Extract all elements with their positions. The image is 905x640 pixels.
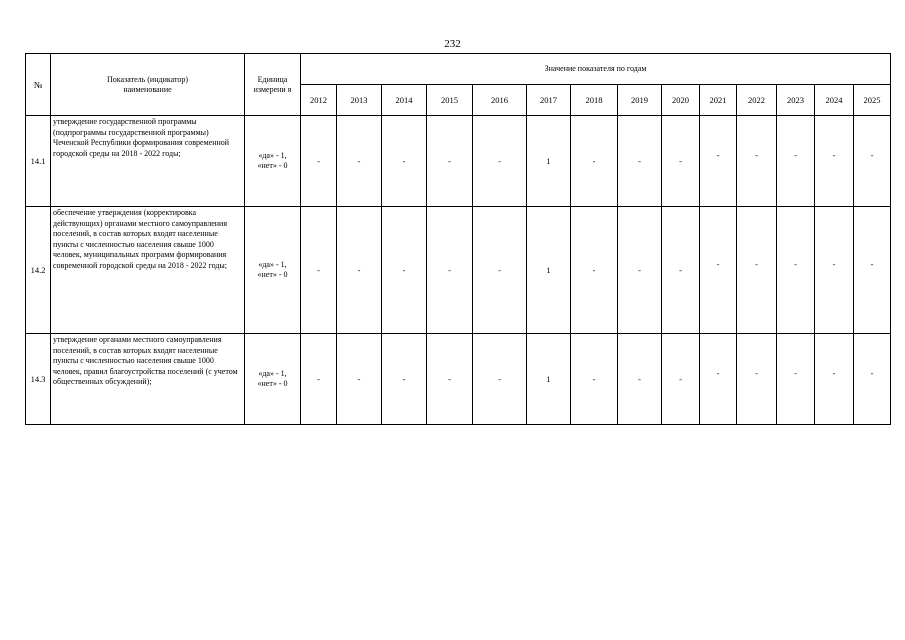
value-cell bbox=[815, 334, 854, 425]
header-values-by-year: Значение показателя по годам bbox=[301, 54, 891, 85]
unit-cell bbox=[245, 334, 301, 425]
value-text: - bbox=[716, 259, 720, 269]
header-num: № bbox=[26, 54, 51, 116]
value-text: - bbox=[870, 150, 874, 160]
value-cell: - bbox=[571, 207, 618, 334]
value-cell bbox=[777, 116, 815, 207]
value-text: - bbox=[755, 368, 758, 378]
value-text: - bbox=[832, 368, 836, 378]
row-number: 14.2 bbox=[26, 207, 51, 334]
value-cell: - bbox=[427, 207, 473, 334]
value-cell: - bbox=[662, 334, 700, 425]
value-cell bbox=[854, 116, 891, 207]
value-cell: - bbox=[473, 207, 527, 334]
indicator-name: утверждение государственной программы (подпрограммы государственной программы) Чеченской Республики формирования современной городской среды на 2018 - 2022 годы; bbox=[51, 116, 245, 207]
unit-label: «да» - 1, «нет» - 0 bbox=[257, 260, 288, 279]
unit-cell bbox=[245, 116, 301, 207]
header-row-top bbox=[26, 54, 891, 85]
page-number: 232 bbox=[444, 38, 461, 50]
value-cell bbox=[700, 116, 737, 207]
header-year: 2023 bbox=[777, 85, 815, 116]
value-cell: - bbox=[337, 116, 382, 207]
value-cell: - bbox=[473, 334, 527, 425]
indicator-name: обеспечение утверждения (корректировка действующих) органами местного самоуправления поселений, в состав которых входят населенные пункты с численностью населения свыше 1000 человек, муниципальных программ формирования современной городской среды на 2018 - 2022 годы; bbox=[51, 207, 245, 334]
header-year: 2025 bbox=[854, 85, 891, 116]
value-cell: 1 bbox=[527, 334, 571, 425]
value-cell: - bbox=[571, 334, 618, 425]
value-cell: - bbox=[571, 116, 618, 207]
value-cell bbox=[700, 334, 737, 425]
header-year: 2015 bbox=[427, 85, 473, 116]
value-text: - bbox=[832, 150, 836, 160]
header-unit bbox=[245, 54, 301, 116]
value-cell: - bbox=[427, 334, 473, 425]
value-cell: - bbox=[618, 334, 662, 425]
value-cell bbox=[777, 334, 815, 425]
unit-label: «да» - 1, «нет» - 0 bbox=[257, 151, 288, 170]
value-cell bbox=[737, 207, 777, 334]
header-year: 2021 bbox=[700, 85, 737, 116]
header-indicator-label: Показатель (индикатор) наименование bbox=[106, 74, 189, 94]
header-year: 2024 bbox=[815, 85, 854, 116]
value-text: - bbox=[870, 259, 874, 269]
value-cell: - bbox=[473, 116, 527, 207]
header-year: 2014 bbox=[382, 85, 427, 116]
value-text: - bbox=[870, 368, 874, 378]
value-cell: - bbox=[618, 116, 662, 207]
value-text: - bbox=[832, 259, 836, 269]
value-cell bbox=[737, 116, 777, 207]
header-year: 2022 bbox=[737, 85, 777, 116]
value-cell: 1 bbox=[527, 207, 571, 334]
indicator-name: утверждение органами местного самоуправления поселений, в состав которых входят населенные пункты с численностью населения свыше 1000 человек, правил благоустройства поселений (с учетом общественных обсуждений); bbox=[51, 334, 245, 425]
unit-label: «да» - 1, «нет» - 0 bbox=[257, 369, 288, 388]
table-row bbox=[26, 207, 891, 334]
value-cell bbox=[815, 207, 854, 334]
value-cell: - bbox=[337, 334, 382, 425]
value-text: - bbox=[716, 150, 720, 160]
value-cell: 1 bbox=[527, 116, 571, 207]
value-text: - bbox=[794, 259, 797, 269]
header-unit-label: Единица измерени я bbox=[253, 74, 292, 94]
value-cell: - bbox=[382, 334, 427, 425]
header-year: 2012 bbox=[301, 85, 337, 116]
row-number: 14.3 bbox=[26, 334, 51, 425]
value-text: - bbox=[755, 150, 758, 160]
table-row bbox=[26, 334, 891, 425]
value-text: - bbox=[794, 368, 797, 378]
value-cell: - bbox=[662, 116, 700, 207]
value-cell bbox=[815, 116, 854, 207]
header-year: 2013 bbox=[337, 85, 382, 116]
header-year: 2019 bbox=[618, 85, 662, 116]
value-text: - bbox=[716, 368, 720, 378]
header-indicator bbox=[51, 54, 245, 116]
value-cell bbox=[854, 207, 891, 334]
value-cell: - bbox=[337, 207, 382, 334]
row-number: 14.1 bbox=[26, 116, 51, 207]
header-year: 2020 bbox=[662, 85, 700, 116]
value-cell: - bbox=[618, 207, 662, 334]
value-text: - bbox=[755, 259, 758, 269]
unit-cell bbox=[245, 207, 301, 334]
value-cell: - bbox=[301, 334, 337, 425]
value-cell bbox=[777, 207, 815, 334]
table-row bbox=[26, 116, 891, 207]
value-cell: - bbox=[662, 207, 700, 334]
header-year: 2016 bbox=[473, 85, 527, 116]
header-year: 2018 bbox=[571, 85, 618, 116]
value-text: - bbox=[794, 150, 797, 160]
value-cell bbox=[854, 334, 891, 425]
value-cell: - bbox=[382, 207, 427, 334]
value-cell: - bbox=[301, 116, 337, 207]
indicator-table bbox=[25, 53, 891, 425]
value-cell bbox=[700, 207, 737, 334]
value-cell: - bbox=[427, 116, 473, 207]
header-year: 2017 bbox=[527, 85, 571, 116]
value-cell: - bbox=[382, 116, 427, 207]
value-cell: - bbox=[301, 207, 337, 334]
value-cell bbox=[737, 334, 777, 425]
